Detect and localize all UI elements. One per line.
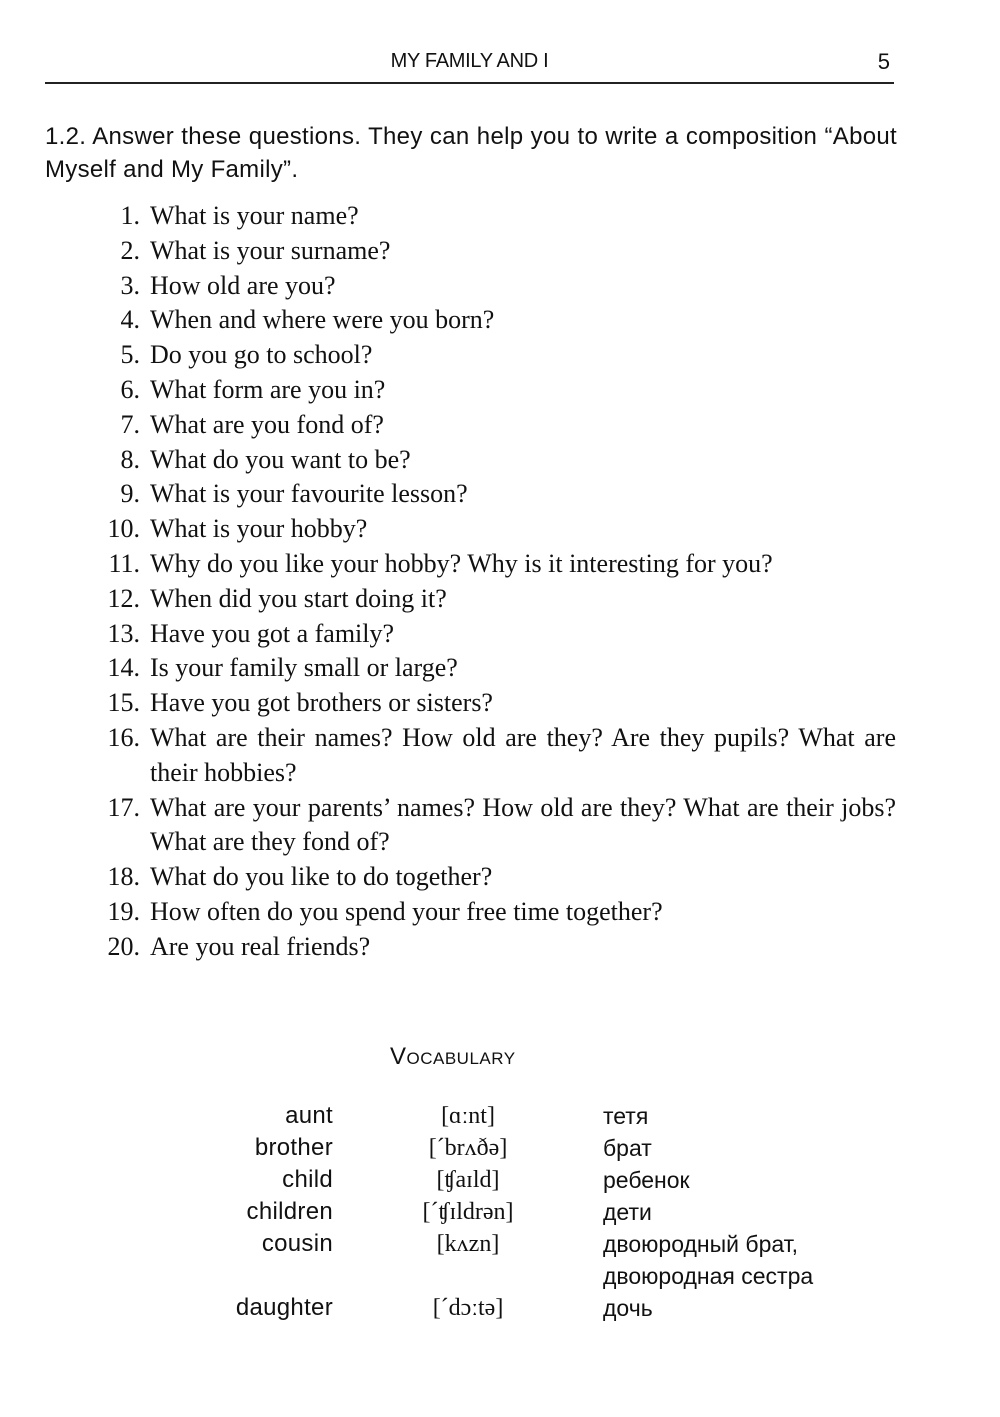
running-title: MY FAMILY AND I xyxy=(390,50,549,72)
question-number: 1. xyxy=(120,201,140,230)
vocab-word: daughter xyxy=(235,1294,333,1321)
question-number: 6. xyxy=(120,374,140,404)
question-text: Have you got brothers or sisters? xyxy=(150,688,493,718)
vocab-word: aunt xyxy=(285,1102,333,1129)
question-number: 8. xyxy=(120,444,140,474)
question-number: 10. xyxy=(107,514,140,544)
table-row xyxy=(150,1132,910,1164)
vocab-word: brother xyxy=(254,1134,333,1161)
question-number: 18. xyxy=(107,862,140,892)
vocab-word: cousin xyxy=(261,1230,333,1257)
list-item xyxy=(90,860,896,895)
question-number: 2. xyxy=(120,235,140,265)
vocab-transcription: [kʌzn] xyxy=(436,1231,500,1257)
question-text: Have you got a family? xyxy=(150,618,395,648)
question-text: When and where were you born? xyxy=(150,305,495,335)
question-text: What form are you in? xyxy=(150,374,386,404)
question-text: What do you like to do together? xyxy=(150,862,493,892)
list-item xyxy=(90,408,896,443)
question-number: 4. xyxy=(120,305,140,335)
question-text: What is your hobby? xyxy=(150,514,368,544)
vocab-transcription: [´ʧɪldrən] xyxy=(422,1199,514,1225)
page-header xyxy=(45,46,894,84)
table-row xyxy=(150,1196,910,1228)
question-number: 17. xyxy=(107,792,140,822)
question-text: What is your name? xyxy=(150,201,359,230)
vocab-transcription: [ɑːnt] xyxy=(441,1103,495,1129)
question-number: 13. xyxy=(107,618,140,648)
list-item xyxy=(90,477,896,512)
vocab-meaning: дети xyxy=(603,1199,652,1225)
vocab-meaning: двоюродный брат, двоюродная сестра xyxy=(603,1231,814,1289)
list-item xyxy=(90,895,896,930)
list-item xyxy=(90,512,896,547)
task-instruction: 1.2. Answer these questions. They can help you to write a composition “About Myself and My Family”. xyxy=(45,123,897,183)
vocab-transcription: [´brʌðə] xyxy=(428,1135,508,1161)
question-text: What is your favourite lesson? xyxy=(150,479,468,509)
vocab-word: children xyxy=(246,1198,333,1225)
question-text: What are your parents’ names? How old are they? What are their jobs? What are they fond of? xyxy=(150,792,896,857)
question-text: What do you want to be? xyxy=(150,444,411,474)
list-item xyxy=(90,269,896,304)
question-text: How old are you? xyxy=(150,270,336,300)
question-text: Is your family small or large? xyxy=(150,653,458,683)
question-number: 11. xyxy=(108,548,140,578)
list-item xyxy=(90,930,896,965)
question-text: Are you real friends? xyxy=(150,931,371,961)
question-list xyxy=(90,199,896,965)
list-item xyxy=(90,617,896,652)
list-item xyxy=(90,721,896,791)
question-text: Do you go to school? xyxy=(150,340,373,370)
question-number: 7. xyxy=(120,409,140,439)
question-number: 9. xyxy=(120,479,140,509)
question-number: 15. xyxy=(107,688,140,718)
question-number: 20. xyxy=(107,931,140,961)
list-item xyxy=(90,199,896,234)
question-number: 19. xyxy=(107,896,140,926)
page-number: 5 xyxy=(877,49,890,74)
vocabulary-table xyxy=(150,1100,910,1324)
table-row xyxy=(150,1164,910,1196)
list-item xyxy=(90,582,896,617)
table-row xyxy=(150,1228,910,1292)
question-number: 16. xyxy=(107,722,140,752)
question-text: When did you start doing it? xyxy=(150,583,447,613)
list-item xyxy=(90,443,896,478)
list-item xyxy=(90,373,896,408)
vocab-meaning: ребенок xyxy=(603,1167,690,1193)
vocabulary-heading: Vocabulary xyxy=(390,1043,516,1070)
vocab-meaning: тетя xyxy=(603,1103,649,1129)
vocab-transcription: [´dɔːtə] xyxy=(432,1295,504,1321)
vocab-word: child xyxy=(282,1166,333,1193)
table-row xyxy=(150,1100,910,1132)
vocab-meaning: брат xyxy=(603,1135,652,1161)
vocab-meaning: дочь xyxy=(603,1295,653,1321)
list-item xyxy=(90,791,896,861)
list-item xyxy=(90,686,896,721)
question-text: What are you fond of? xyxy=(150,409,384,439)
vocab-transcription: [ʧaɪld] xyxy=(436,1167,500,1193)
question-text: What are their names? How old are they? Are they pupils? What are their hobbies? xyxy=(150,722,896,787)
table-row xyxy=(150,1292,910,1324)
list-item xyxy=(90,651,896,686)
list-item xyxy=(90,234,896,269)
question-text: Why do you like your hobby? Why is it interesting for you? xyxy=(150,548,773,578)
list-item xyxy=(90,547,896,582)
list-item xyxy=(90,303,896,338)
question-number: 12. xyxy=(107,583,140,613)
question-number: 3. xyxy=(120,270,140,300)
question-number: 5. xyxy=(120,340,140,370)
list-item xyxy=(90,338,896,373)
question-number: 14. xyxy=(107,653,140,683)
question-text: What is your surname? xyxy=(150,235,391,265)
question-text: How often do you spend your free time together? xyxy=(150,896,663,926)
